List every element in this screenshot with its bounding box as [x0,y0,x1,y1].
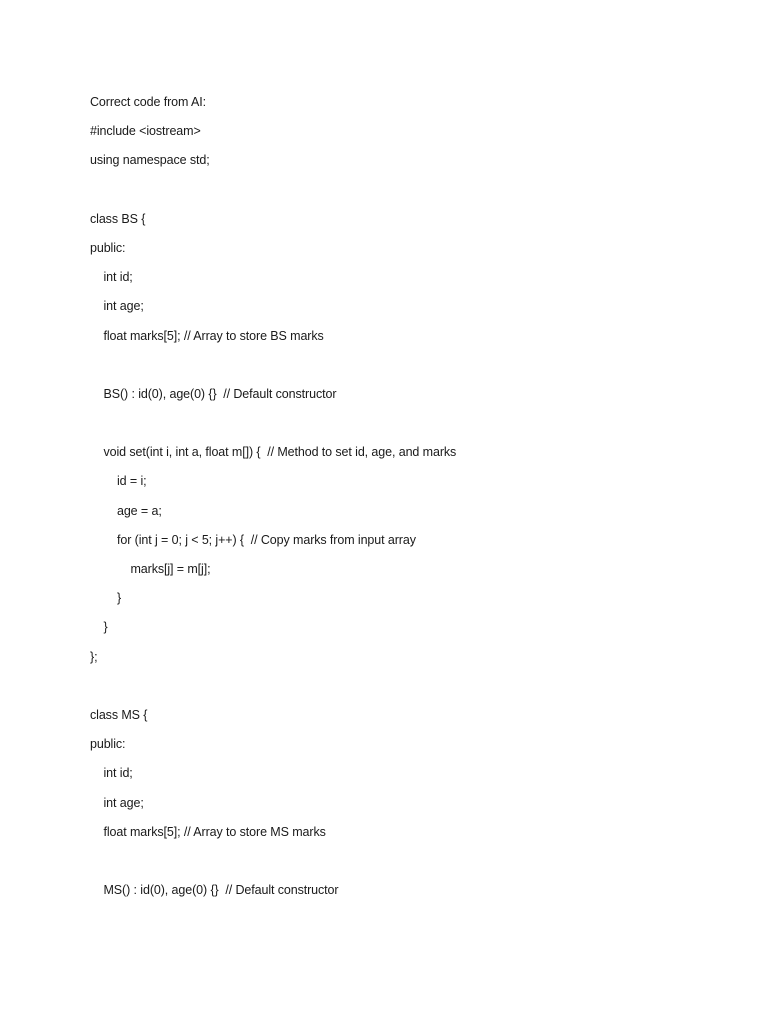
code-line: int id; [90,766,133,781]
code-line: #include <iostream> [90,124,201,139]
code-line: BS() : id(0), age(0) {} // Default constructor [90,386,337,401]
code-line: for (int j = 0; j < 5; j++) { // Copy marks from input array [90,532,416,547]
code-line: } [90,591,122,606]
code-line: public: [90,240,126,255]
heading-line: Correct code from AI: [90,95,206,109]
code-line: age = a; [90,503,162,518]
document-body [90,88,730,905]
code-line: public: [90,737,126,752]
code-line: int age; [90,795,144,810]
code-line: using namespace std; [90,153,210,168]
blank-line [90,847,730,876]
blank-line [90,351,730,380]
code-line: float marks[5]; // Array to store BS marks [90,328,324,343]
code-line: } [90,620,108,635]
blank-line [90,409,730,438]
code-line: class MS { [90,707,148,722]
code-line: id = i; [90,474,147,489]
code-line: marks[j] = m[j]; [90,562,211,576]
code-line: MS() : id(0), age(0) {} // Default constructor [90,883,339,898]
code-line: int age; [90,299,144,314]
code-line: }; [90,649,98,664]
code-line: void set(int i, int a, float m[]) { // Method to set id, age, and marks [90,445,457,460]
code-line: int id; [90,270,133,285]
code-line: class BS { [90,211,146,226]
blank-line [90,672,730,701]
code-line: float marks[5]; // Array to store MS marks [90,824,326,839]
blank-line [90,176,730,205]
